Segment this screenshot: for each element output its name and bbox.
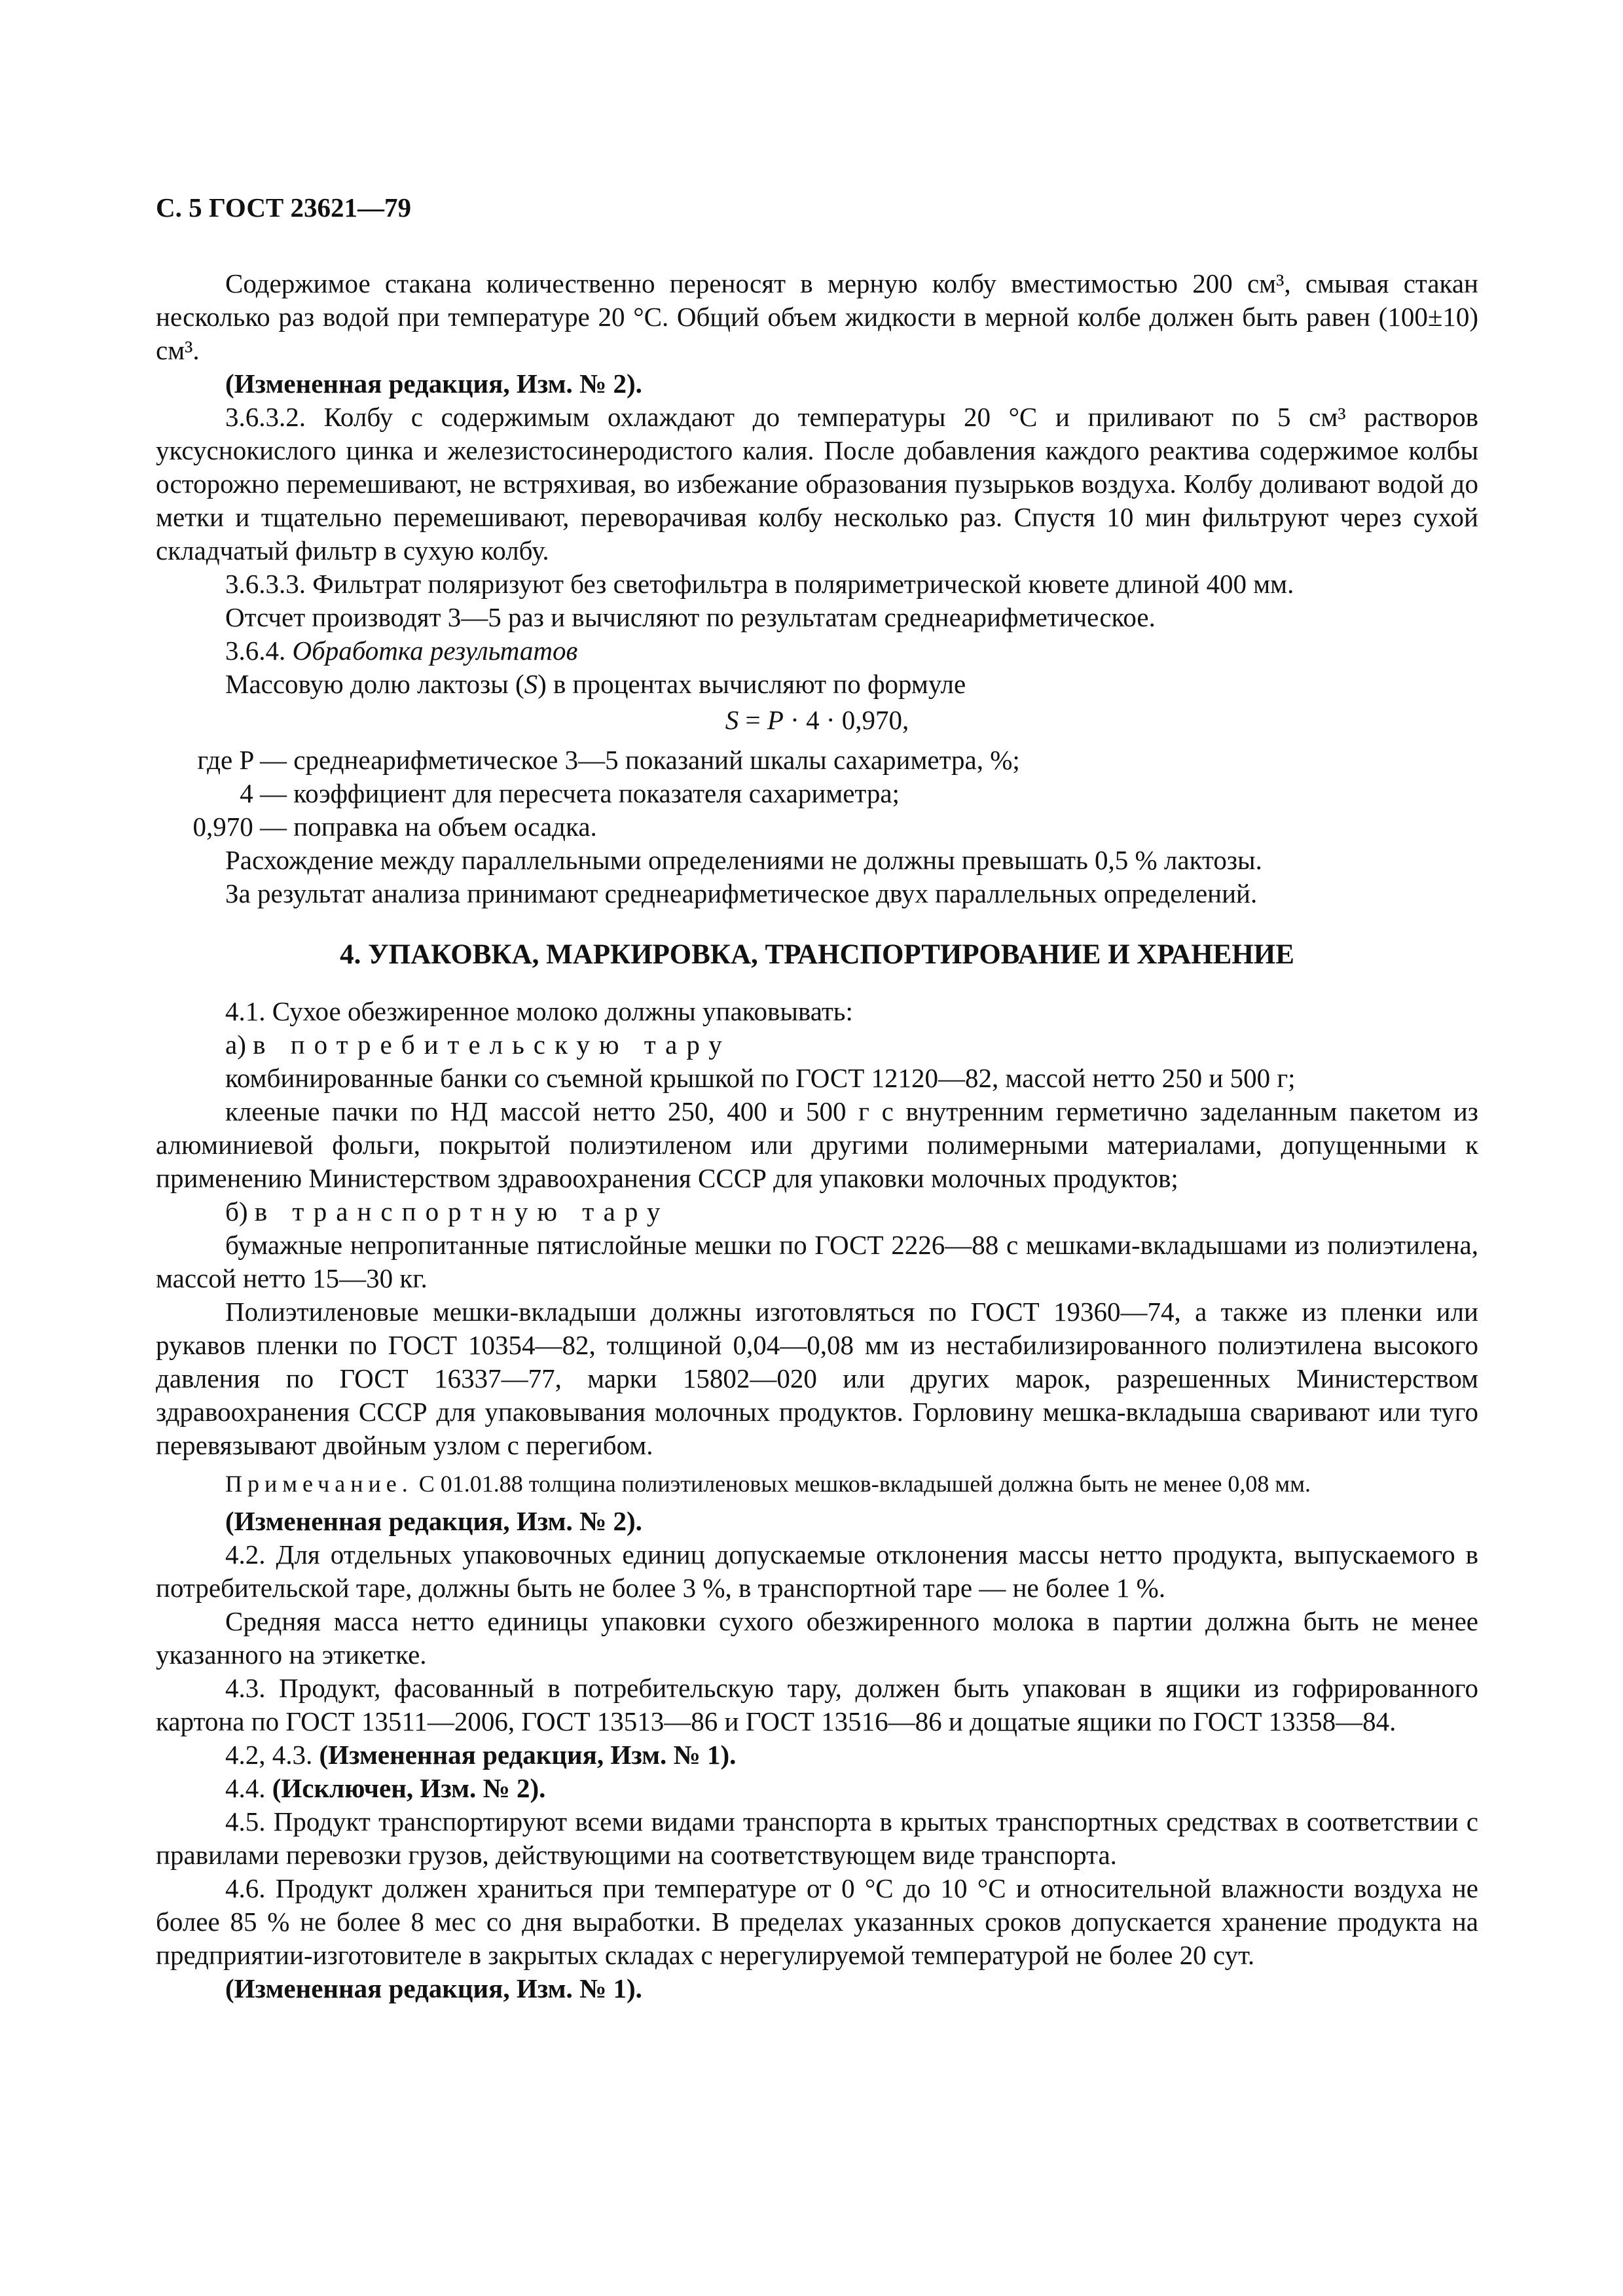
excluded-text: (Исключен, Изм. № 2). bbox=[272, 1773, 546, 1803]
note bbox=[156, 1467, 1478, 1501]
change-note: (Измененная редакция, Изм. № 2). bbox=[225, 368, 642, 399]
subitem-label: б) bbox=[225, 1196, 248, 1227]
paragraph-packs: клееные пачки по НД массой нетто 250, 400 и 500 г с внутренним герметично заделанным пакетом из алюминиевой фольги, покрытой полиэтиленом или другими полимерными материалами, допущенными к применению Министерством здравоохранения СССР для упаковки молочных продуктов; bbox=[156, 1096, 1478, 1193]
paragraph-4-3: 4.3. Продукт, фасованный в потребительскую тару, должен быть упакован в ящики из гофрированного картона по ГОСТ 13511—2006, ГОСТ 13513—86 и ГОСТ 13516—86 и дощатые ящики по ГОСТ 13358—84. bbox=[156, 1673, 1478, 1736]
clause-number: 3.6.4. bbox=[225, 636, 286, 666]
legend-text: коэффициент для пересчета показателя сахариметра; bbox=[293, 778, 900, 808]
clause-number: 4.2, 4.3. bbox=[225, 1740, 319, 1770]
paragraph-cans: комбинированные банки со съемной крышкой по ГОСТ 12120—82, массой нетто 250 и 500 г; bbox=[225, 1063, 1296, 1093]
paragraph-3-6-4 bbox=[156, 634, 1478, 668]
subitem-title: в транспортную тару bbox=[254, 1196, 670, 1227]
paragraph-4-4 bbox=[156, 1772, 1478, 1805]
variable-s: S bbox=[524, 669, 538, 699]
formula-lhs: S bbox=[725, 705, 739, 735]
clause-title: Обработка результатов bbox=[292, 636, 578, 666]
note-label: Примечание. bbox=[225, 1471, 413, 1497]
change-note: (Измененная редакция, Изм. № 2). bbox=[225, 1506, 642, 1536]
subitem-title: в потребительскую тару bbox=[253, 1030, 731, 1060]
text-run: ) в процентах вычисляют по формуле bbox=[538, 669, 966, 699]
paragraph-bags: бумажные непропитанные пятислойные мешки по ГОСТ 2226—88 с мешками-вкладышами из полиэтилена, массой нетто 15—30 кг. bbox=[156, 1230, 1478, 1293]
paragraph-average-mass: Средняя масса нетто единицы упаковки сухого обезжиренного молока в партии должна быть не менее указанного на этикетке. bbox=[156, 1606, 1478, 1670]
formula-equals: = bbox=[739, 705, 767, 735]
formula-p: P bbox=[767, 705, 784, 735]
formula-rhs: · 4 · 0,970, bbox=[783, 705, 909, 735]
clause-number: 4.4. bbox=[225, 1773, 272, 1803]
paragraph-readings: Отсчет производят 3—5 раз и вычисляют по результатам среднеарифметическое. bbox=[225, 602, 1156, 632]
paragraph-formula-intro bbox=[156, 668, 1478, 701]
change-text: (Измененная редакция, Изм. № 1). bbox=[319, 1740, 737, 1770]
paragraph-4-6: 4.6. Продукт должен храниться при температуре от 0 °С до 10 °С и относительной влажности воздуха не более 85 % не более 8 мес со дня выработки. В пределах указанных сроков допускается хранение продукта на предприятии-изготовителе в закрытых складах с нерегулируемой температурой не более 20 сут. bbox=[156, 1873, 1478, 1970]
paragraph-divergence: Расхождение между параллельными определениями не должны превышать 0,5 % лактозы. bbox=[225, 845, 1262, 875]
formula-legend bbox=[156, 744, 1478, 844]
paragraph-4-1: 4.1. Сухое обезжиренное молоко должны упаковывать: bbox=[225, 996, 853, 1026]
legend-text: поправка на объем осадка. bbox=[293, 812, 597, 842]
subitem-a bbox=[156, 1028, 1478, 1062]
legend-text: среднеарифметическое 3—5 показаний шкалы сахариметра, %; bbox=[293, 745, 1020, 775]
legend-symbol: 4 — bbox=[240, 778, 287, 808]
change-note bbox=[156, 1738, 1478, 1772]
legend-row bbox=[156, 744, 1478, 777]
running-head: С. 5 ГОСТ 23621—79 bbox=[156, 192, 412, 223]
paragraph-transfer: Содержимое стакана количественно переносят в мерную колбу вместимостью 200 см³, смывая стакан несколько раз водой при температуре 20 °С. Общий объем жидкости в мерной колбе должен быть равен (100±10) см³. bbox=[156, 268, 1478, 365]
legend-symbol: где P — bbox=[197, 745, 287, 775]
change-note: (Измененная редакция, Изм. № 1). bbox=[225, 1973, 642, 2003]
paragraph-3-6-3-2: 3.6.3.2. Колбу с содержимым охлаждают до температуры 20 °С и приливают по 5 см³ растворов уксуснокислого цинка и железистосинеродистого калия. После добавления каждого реактива содержимое колбы осторожно перемешивают, не встряхивая, во избежание образования пузырьков воздуха. Колбу доливают водой до метки и тщательно перемешивают, переворачивая колбу несколько раз. Спустя 10 мин фильтруют через сухой складчатый фильтр в сухую колбу. bbox=[156, 402, 1478, 565]
paragraph-3-6-3-3: 3.6.3.3. Фильтрат поляризуют без светофильтра в поляриметрической кювете длиной 400 мм. bbox=[225, 569, 1294, 599]
paragraph-result: За результат анализа принимают среднеарифметическое двух параллельных определений. bbox=[225, 878, 1258, 908]
document-body bbox=[156, 267, 1478, 2005]
subitem-b bbox=[156, 1195, 1478, 1229]
legend-row bbox=[156, 810, 1478, 844]
subitem-label: а) bbox=[225, 1030, 246, 1060]
text-run: Массовую долю лактозы ( bbox=[225, 669, 524, 699]
note-text: С 01.01.88 толщина полиэтиленовых мешков-вкладышей должна быть не менее 0,08 мм. bbox=[412, 1471, 1311, 1497]
formula bbox=[156, 704, 1478, 737]
section-heading-4: 4. УПАКОВКА, МАРКИРОВКА, ТРАНСПОРТИРОВАНИЕ И ХРАНЕНИЕ bbox=[340, 939, 1294, 970]
paragraph-4-2: 4.2. Для отдельных упаковочных единиц допускаемые отклонения массы нетто продукта, выпускаемого в потребительской таре, должны быть не более 3 %, в транспортной таре — не более 1 %. bbox=[156, 1539, 1478, 1603]
paragraph-liners: Полиэтиленовые мешки-вкладыши должны изготовляться по ГОСТ 19360—74, а также из пленки или рукавов пленки по ГОСТ 10354—82, толщиной 0,04—0,08 мм из нестабилизированного полиэтилена высокого давления по ГОСТ 16337—77, марки 15802—020 или других марок, разрешенных Министерством здравоохранения СССР для упаковывания молочных продуктов. Горловину мешка-вкладыша сваривают или туго перевязывают двойным узлом с перегибом. bbox=[156, 1297, 1478, 1460]
paragraph-4-5: 4.5. Продукт транспортируют всеми видами транспорта в крытых транспортных средствах в соответствии с правилами перевозки грузов, действующими на соответствующем виде транспорта. bbox=[156, 1806, 1478, 1870]
legend-symbol: 0,970 — bbox=[192, 812, 287, 842]
legend-row bbox=[156, 777, 1478, 810]
